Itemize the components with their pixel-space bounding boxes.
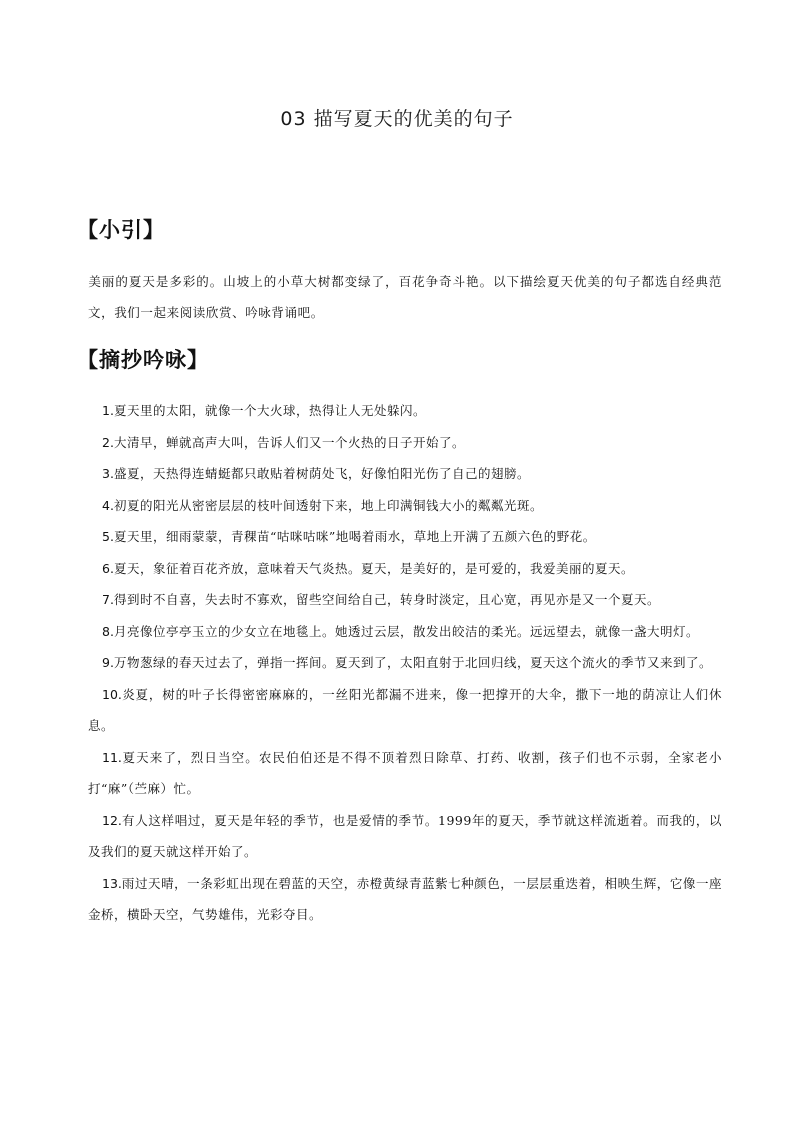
item-text: 夏天里，细雨蒙蒙，青稞苗“咕咪咕咪”地喝着雨水，草地上开满了五颜六色的野花。 (113, 529, 596, 544)
item-text: 有人这样唱过，夏天是年轻的季节，也是爱情的季节。1999年的夏天，季节就这样流逝着。而我的，以及我们的夏天就这样开始了。 (88, 812, 722, 859)
item-text: 得到时不自喜，失去时不寡欢，留些空间给自己，转身时淡定，且心宽，再见亦是又一个夏天。 (113, 592, 660, 607)
item-number: 12. (102, 812, 122, 828)
item-text: 月亮像位亭亭玉立的少女立在地毯上。她透过云层，散发出皎洁的柔光。远远望去，就像一盏大明灯。 (113, 623, 699, 639)
list-item (88, 553, 722, 585)
item-number: 6. (102, 560, 114, 576)
item-number: 4. (102, 497, 114, 513)
list-item (88, 395, 722, 427)
item-text: 炎夏，树的叶子长得密密麻麻的，一丝阳光都漏不进来，像一把撑开的大伞，撒下一地的荫凉让人们休息。 (88, 686, 722, 733)
page-title: 03 描写夏天的优美的句子 (280, 108, 514, 130)
intro-paragraph (88, 266, 722, 328)
item-number: 9. (102, 655, 114, 670)
excerpt-list (88, 395, 722, 931)
item-text: 夏天，象征着百花齐放，意味着天气炎热。夏天，是美好的，是可爱的，我爱美丽的夏天。 (113, 560, 634, 576)
item-text: 雨过天晴，一条彩虹出现在碧蓝的天空，赤橙黄绿青蓝紫七种颜色，一层层重迭着，相映生辉，它像一座金桥，横卧天空，气势雄伟，光彩夺目。 (88, 875, 722, 922)
item-number: 8. (102, 623, 114, 639)
item-number: 10. (102, 686, 122, 702)
list-item (88, 490, 722, 522)
item-text: 大清早，蝉就高声大叫，告诉人们又一个火热的日子开始了。 (113, 434, 465, 450)
list-item (88, 616, 722, 648)
item-number: 2. (102, 434, 114, 450)
item-number: 5. (102, 529, 114, 544)
item-number: 3. (102, 466, 114, 481)
list-item (88, 458, 722, 490)
item-text: 夏天里的太阳，就像一个大火球，热得让人无处躲闪。 (113, 403, 426, 418)
item-number: 7. (102, 592, 114, 607)
item-text: 万物葱绿的春天过去了，弹指一挥间。夏天到了，太阳直射于北回归线，夏天这个流火的季节又来到了。 (113, 655, 712, 670)
list-item (88, 679, 722, 742)
intro-text: 美丽的夏天是多彩的。山坡上的小草大树都变绿了，百花争奇斗艳。以下描绘夏天优美的句子都选自经典范文，我们一起来阅读欣赏、吟咏背诵吧。 (88, 274, 722, 320)
item-number: 13. (102, 875, 122, 891)
list-item (88, 805, 722, 868)
item-number: 11. (102, 749, 122, 765)
list-item (88, 521, 722, 553)
item-text: 夏天来了，烈日当空。农民伯伯还是不得不顶着烈日除草、打药、收割，孩子们也不示弱，全家老小打“麻”（苎麻）忙。 (88, 749, 722, 796)
list-item (88, 427, 722, 459)
list-item (88, 584, 722, 616)
section-heading-intro: 【小引】 (77, 218, 165, 242)
list-item (88, 647, 722, 679)
item-text: 初夏的阳光从密密层层的枝叶间透射下来，地上印满铜钱大小的粼粼光斑。 (113, 497, 543, 513)
list-item (88, 868, 722, 931)
list-item (88, 742, 722, 805)
item-text: 盛夏，天热得连蜻蜓都只敢贴着树荫处飞，好像怕阳光伤了自己的翅膀。 (113, 466, 530, 481)
section-heading-excerpts: 【摘抄吟咏】 (77, 348, 209, 372)
item-number: 1. (102, 403, 114, 418)
